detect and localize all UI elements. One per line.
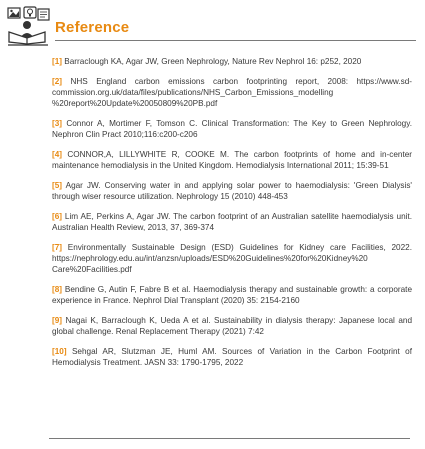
reference-item <box>52 284 412 306</box>
reference-number: [3] <box>52 119 63 128</box>
reference-text: Sehgal AR, Slutzman JE, Huml AM. Sources of Variation in the Carbon Footprint of Hemodialysis Treatment. JASN 33: 1790-1795, 2022 <box>52 347 413 368</box>
title-divider <box>55 40 416 41</box>
reference-text: Environmentally Sustainable Design (ESD) Guidelines for Kidney care Facilities, 2022. https://nephrology.edu.au/int/anzsn/uploads/ESD%20Guidelines%20for%20Kidney%20 Care%20Facilities.pdf <box>52 243 412 275</box>
reference-text: Lim AE, Perkins A, Agar JW. The carbon footprint of an Australian satellite haemodialysis unit. Australian Health Review, 2013, 37, 369-374 <box>52 212 412 233</box>
reference-item <box>52 180 412 202</box>
reference-text: Bendine G, Autin F, Fabre B et al. Haemodialysis therapy and sustainable growth: a corporate experience in France. Nephrol Dial Transplant (2020) 35: 2154-2160 <box>52 285 412 306</box>
reference-text: Nagai K, Barraclough K, Ueda A et al. Sustainability in dialysis therapy: Japanese local and global challenge. Renal Replacement Therapy (2021) 7:42 <box>52 316 413 337</box>
reference-text: Connor A, Mortimer F, Tomson C. Clinical Transformation: The Key to Green Nephrology. Nephron Clin Pract 2010;116:c200-c206 <box>52 119 412 140</box>
reference-header <box>6 6 416 46</box>
reference-text: Agar JW. Conserving water in and applying solar power to haemodialysis: 'Green Dialysis' through wiser resource utilization. Nephrology 15 (2010) 448-453 <box>52 181 412 202</box>
reference-number: [10] <box>52 347 67 357</box>
reference-item <box>52 211 412 233</box>
reading-book-icon <box>6 6 50 46</box>
reference-number: [6] <box>52 212 63 221</box>
reference-item <box>52 149 412 171</box>
reference-text: Barraclough KA, Agar JW, Green Nephrology, Nature Rev Nephrol 16: p252, 2020 <box>64 57 362 66</box>
reference-item <box>52 315 412 337</box>
reference-number: [2] <box>52 76 63 86</box>
reference-text: CONNOR,A, LILLYWHITE R, COOKE M. The carbon footprints of home and in-center maintenance hemodialysis in the United Kingdom. Hemodialysis International 2011; 15:39-51 <box>52 150 412 171</box>
reference-number: [9] <box>52 316 63 326</box>
reference-number: [7] <box>52 243 63 252</box>
bottom-divider <box>49 438 410 439</box>
reference-item <box>52 76 412 110</box>
reference-list <box>52 56 412 377</box>
reference-number: [1] <box>52 57 63 66</box>
reference-item <box>52 118 412 140</box>
reference-item <box>52 56 412 67</box>
reference-number: [4] <box>52 150 63 159</box>
reference-item <box>52 242 412 276</box>
reference-text: NHS England carbon emissions carbon footprinting report, 2008: https://www.sd-commission.org.uk/data/files/publications/NHS_Carbon_Emissions_modelling %20report%20Update%20050809%20PB.pdf <box>52 76 413 109</box>
page-title: Reference <box>55 19 130 36</box>
reference-item <box>52 346 412 368</box>
reference-number: [8] <box>52 285 63 295</box>
reference-number: [5] <box>52 181 63 190</box>
